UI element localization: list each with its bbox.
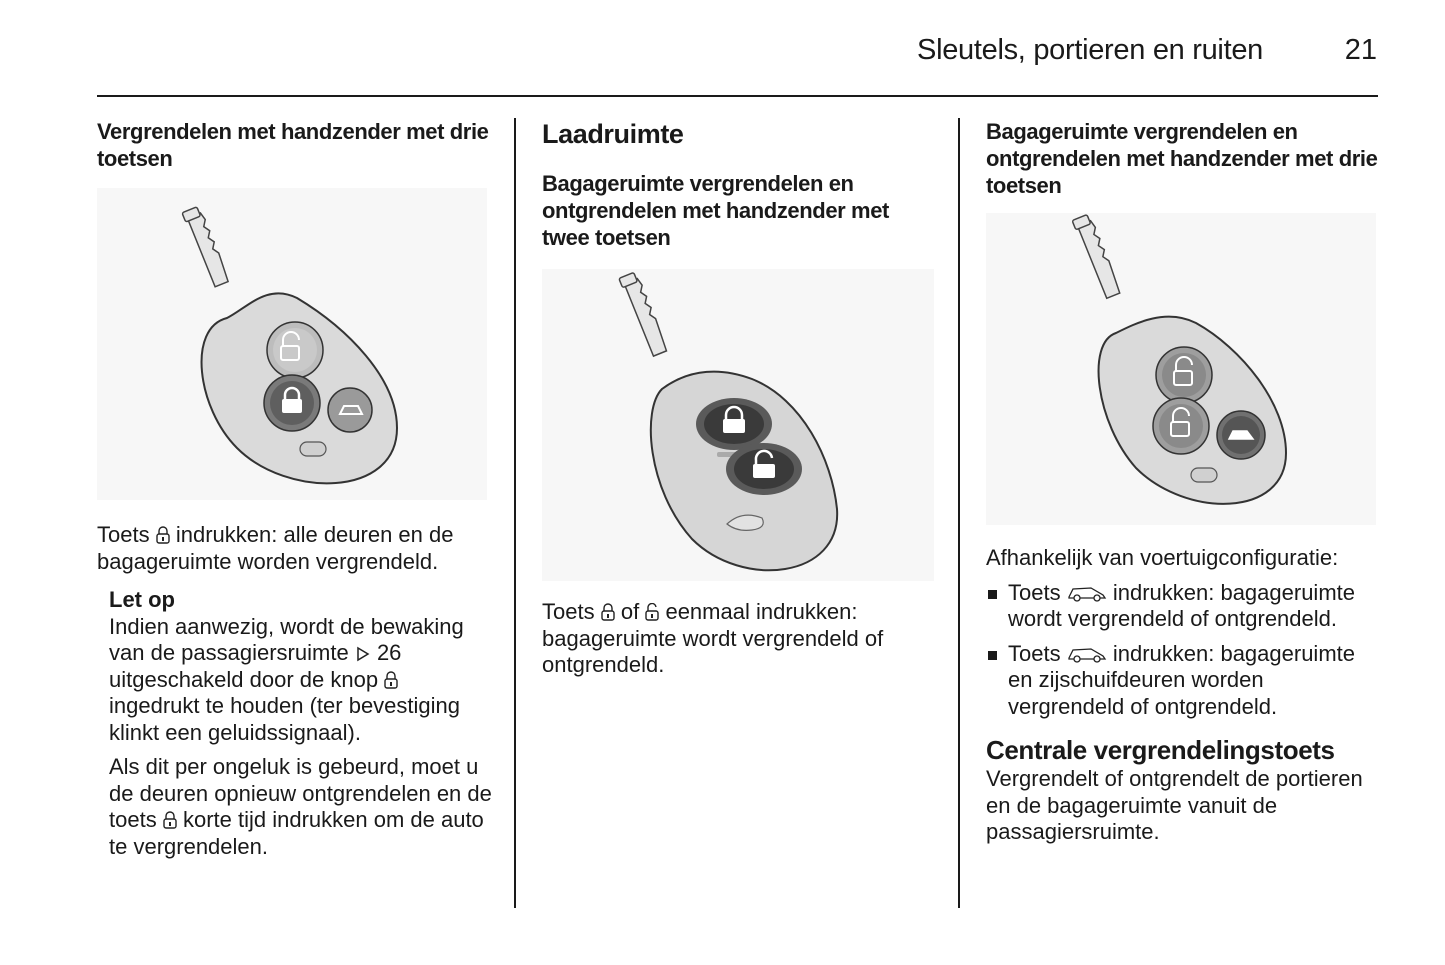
bullet-text-a: Toets	[1008, 579, 1061, 605]
para-text-b: of	[620, 599, 640, 624]
van-icon	[1067, 584, 1107, 602]
note-title: Let op	[109, 587, 175, 612]
note-box	[97, 587, 492, 860]
bullet-list	[986, 580, 1381, 721]
bullet-marker	[988, 651, 997, 660]
note-p2-a: Als dit per ongeluk is gebeurd, moet u de deuren opnieuw ontgrendelen en de toets	[109, 754, 492, 832]
lock-icon	[156, 526, 170, 544]
page-number: 21	[1344, 34, 1377, 66]
unlock-icon	[645, 603, 659, 621]
list-item	[986, 580, 1381, 633]
column-divider-2	[958, 118, 960, 908]
paragraph-lock-all	[97, 522, 492, 575]
page-header-title: Sleutels, portieren en ruiten	[917, 34, 1263, 66]
header-divider	[97, 95, 1378, 97]
para-text-c: eenmaal indrukken: bagageruimte wordt vergrendeld of ontgrendeld.	[542, 599, 884, 677]
section-title-central-lock: Centrale vergrendelingstoets	[986, 735, 1335, 765]
bullet-marker	[988, 590, 997, 599]
note-paragraph-1	[109, 614, 492, 747]
para-text-b: indrukken: alle deuren en de bagageruimte worden vergrendeld.	[97, 522, 454, 574]
bullet-text-b: indrukken: bagageruimte en zijschuifdeuren worden vergrendeld of ontgrendeld.	[1008, 640, 1355, 719]
paragraph-trunk-two-button	[542, 599, 937, 679]
section-title-laadruimte: Laadruimte	[542, 119, 684, 149]
note-p1-b: 26 uitgeschakeld door de knop	[109, 640, 402, 692]
arrow-icon	[355, 646, 371, 662]
section-heading-three-button-remote: Vergrendelen met handzender met drie toetsen	[97, 119, 489, 171]
list-item	[986, 641, 1381, 721]
note-p1-c: ingedrukt te houden (ter bevestiging klinkt een geluidssignaal).	[109, 693, 461, 745]
lock-icon	[601, 603, 615, 621]
column-1	[97, 118, 492, 860]
note-p1-a: Indien aanwezig, wordt de bewaking van de passagiersruimte	[109, 613, 464, 665]
column-2	[542, 118, 937, 679]
note-p2-b: korte tijd indrukken om de auto te vergrendelen.	[109, 807, 484, 859]
intro-config: Afhankelijk van voertuigconfiguratie:	[986, 545, 1339, 570]
column-divider-1	[514, 118, 516, 908]
bullet-text-b: indrukken: bagageruimte wordt vergrendeld of ontgrendeld.	[1008, 579, 1355, 631]
bullet-text-a: Toets	[1008, 640, 1061, 666]
section-heading-trunk-three-button: Bagageruimte vergrendelen en ontgrendelen met handzender met drie toetsen	[986, 119, 1378, 198]
para-text-a: Toets	[542, 599, 595, 624]
three-button-key-trunk-illustration	[986, 213, 1376, 525]
van-icon	[1067, 645, 1107, 663]
lock-icon	[163, 811, 177, 829]
two-button-key-illustration	[542, 269, 934, 581]
three-button-key-illustration	[97, 188, 487, 500]
paragraph-central-lock: Vergrendelt of ontgrendelt de portieren en de bagageruimte vanuit de passagiersruimte.	[986, 766, 1363, 844]
lock-icon	[384, 671, 398, 689]
para-text-a: Toets	[97, 522, 150, 547]
column-3	[986, 118, 1381, 846]
note-paragraph-2	[109, 754, 492, 860]
section-heading-two-button-remote: Bagageruimte vergrendelen en ontgrendelen met handzender met twee toetsen	[542, 171, 889, 250]
